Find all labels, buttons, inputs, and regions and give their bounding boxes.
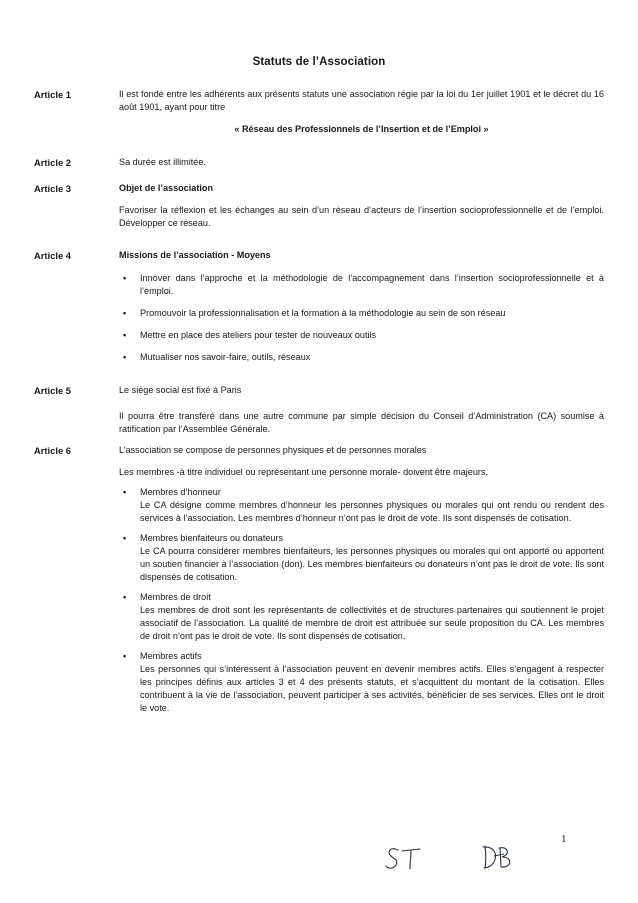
handwritten-initials-db bbox=[480, 842, 520, 872]
article-1 bbox=[34, 88, 604, 136]
association-name: « Réseau des Professionnels de l’Insertion et de l’Emploi » bbox=[234, 124, 489, 134]
member-category-title: • Membres de droit bbox=[140, 592, 211, 602]
article-text: Il est fondé entre les adhérents aux présents statuts une association régie par la loi du 1er juillet 1901 et le décret du 16 août 1901, ayant pour titre bbox=[119, 89, 604, 112]
member-category-title: • Membres bienfaiteurs ou donateurs bbox=[140, 533, 284, 543]
article-label: Article 1 bbox=[34, 89, 71, 100]
handwritten-initials-st bbox=[384, 845, 428, 873]
article-label: Article 3 bbox=[34, 183, 71, 194]
list-item: • Mettre en place des ateliers pour tester de nouveaux outils bbox=[119, 329, 604, 342]
list-item: • Mutualiser nos savoir-faire, outils, réseaux bbox=[119, 351, 604, 364]
article-label: Article 6 bbox=[34, 445, 71, 456]
list-item: • Innover dans l’approche et la méthodologie de l’accompagnement dans l’insertion socioprofessionnelle et à l’emploi. bbox=[119, 272, 604, 298]
missions-list bbox=[119, 272, 604, 364]
member-category-title: • Membres actifs bbox=[140, 651, 202, 661]
article-text: Les membres -à titre individuel ou représentant une personne morale- doivent être majeurs. bbox=[119, 467, 488, 477]
article-label: Article 5 bbox=[34, 385, 71, 396]
member-category bbox=[119, 532, 604, 584]
article-4 bbox=[34, 249, 604, 364]
article-heading: Missions de l’association - Moyens bbox=[119, 250, 271, 260]
article-5 bbox=[34, 384, 604, 436]
member-category bbox=[119, 486, 604, 525]
article-3 bbox=[34, 182, 604, 230]
article-6 bbox=[34, 444, 604, 715]
member-category bbox=[119, 650, 604, 715]
article-text: L’association se compose de personnes physiques et de personnes morales bbox=[119, 445, 427, 455]
member-category-text: Le CA pourra considérer membres bienfaiteurs, les personnes physiques ou morales qui ont apporté ou apportent un soutien financier à l’association (don). Les membres bienfaiteurs ou donateurs n’ont pas le droit de vote. Ils sont dispensés de cotisation. bbox=[140, 546, 604, 582]
member-category-title: • Membres d’honneur bbox=[140, 487, 221, 497]
members-list bbox=[119, 486, 604, 715]
article-text: Favoriser la réflexion et les échanges au sein d’un réseau d’acteurs de l’insertion socioprofessionnelle et de l’emploi. Développer ce réseau. bbox=[119, 205, 604, 228]
page-number: 1 bbox=[561, 833, 567, 845]
article-label: Article 4 bbox=[34, 250, 71, 261]
member-category bbox=[119, 591, 604, 643]
article-2 bbox=[34, 156, 604, 169]
member-category-text: Les personnes qui s’intéressent à l’association peuvent en devenir membres actifs. Elles s’engagent à respecter les principes définis aux articles 3 et 4 des présents statuts, et s’acquittent du montant de la cotisation. Elles contribuent à la vie de l’association, peuvent participer à ses activités, bénéficier de ses services. Elles ont le droit le vote. bbox=[140, 664, 604, 713]
member-category-text: Le CA désigne comme membres d’honneur les personnes physiques ou morales qui ont rendu ou rendent des services à l’association. Les membres d’honneur n’ont pas le droit de vote. Ils sont dispensés de cotisation. bbox=[140, 500, 604, 523]
article-text: Sa durée est illimitée. bbox=[119, 157, 206, 167]
list-item: • Promouvoir la professionnalisation et la formation à la méthodologie au sein de son réseau bbox=[119, 307, 604, 320]
article-text: Il pourra être transféré dans une autre commune par simple décision du Conseil d’Administration (CA) soumise à ratification par l’Assemblée Générale. bbox=[119, 411, 604, 434]
document-title: Statuts de l’Association bbox=[252, 56, 386, 68]
article-text: Le siège social est fixé à Paris bbox=[119, 385, 242, 395]
member-category-text: Les membres de droit sont les représentants de collectivités et de structures partenaires qui soutiennent le projet associatif de l’association. La qualité de membre de droit est attribuée sur seule proposition du CA. Les membres de droit n’ont pas le droit de vote. Ils sont dispensés de cotisation. bbox=[140, 605, 604, 641]
article-label: Article 2 bbox=[34, 157, 71, 168]
article-heading: Objet de l’association bbox=[119, 183, 213, 193]
